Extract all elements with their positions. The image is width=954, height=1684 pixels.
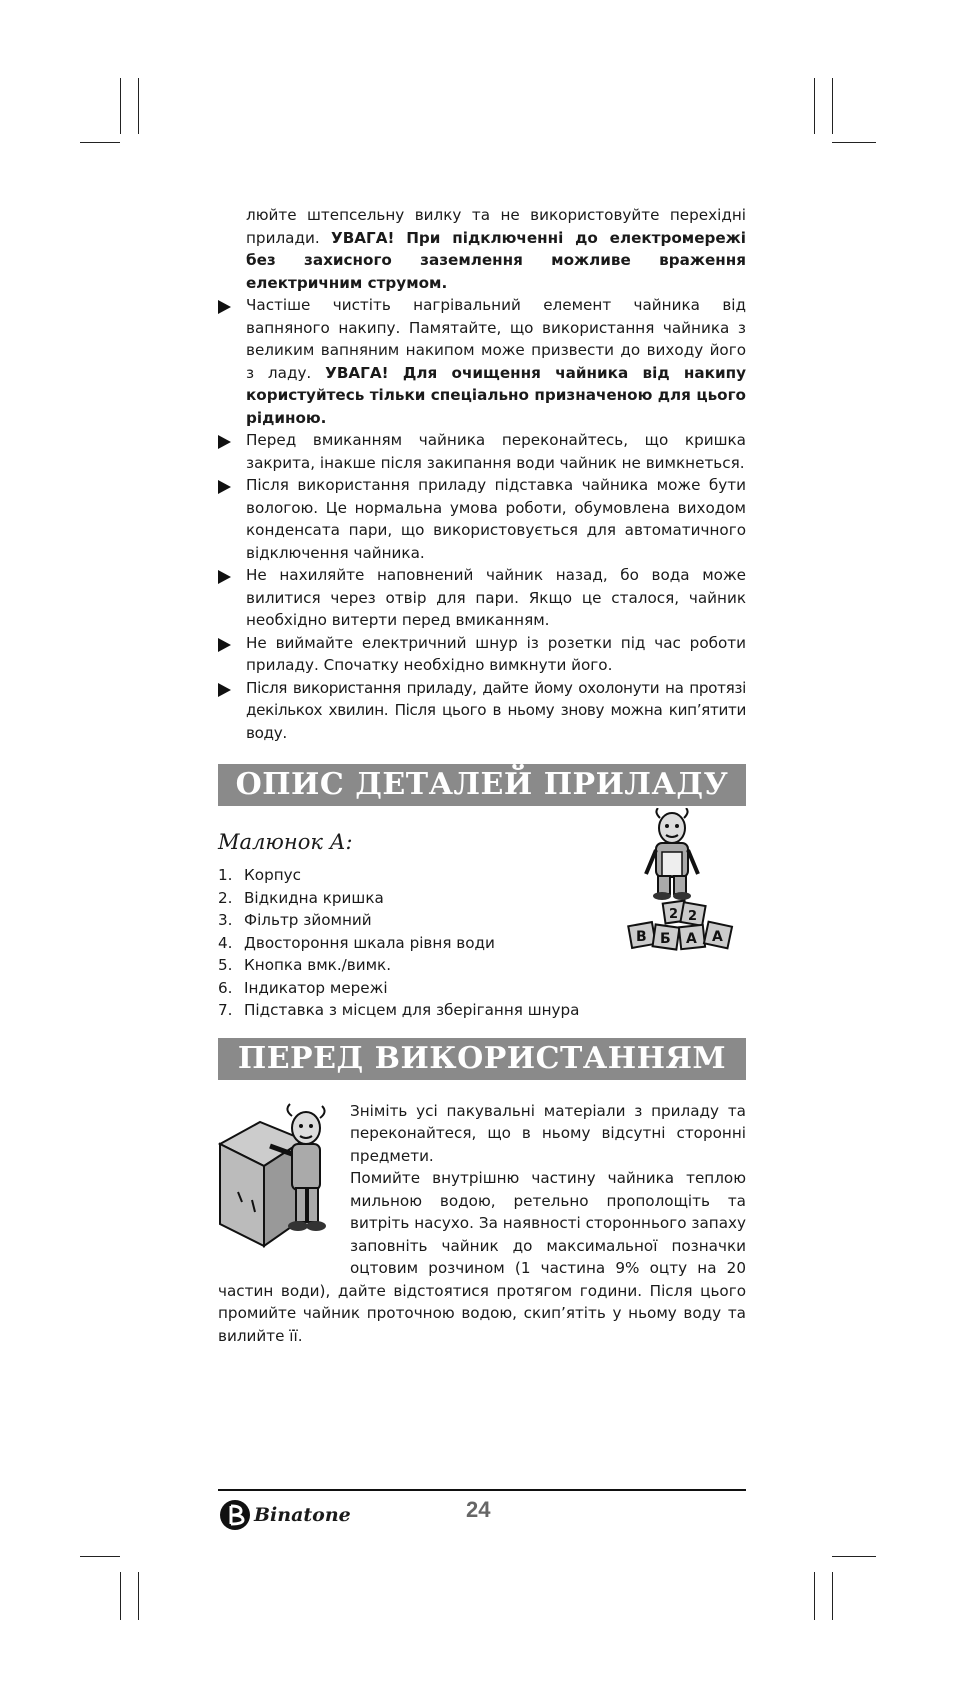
list-item <box>218 429 746 474</box>
arrow-bullet-icon <box>218 435 231 449</box>
list-item <box>218 999 746 1022</box>
part-label: Підставка з місцем для зберігання шнура <box>244 1001 580 1019</box>
cartoon-man-with-box-illustration <box>212 1100 340 1272</box>
list-item <box>218 474 746 564</box>
safety-list <box>218 294 746 744</box>
crop-mark <box>120 78 121 134</box>
before-use-paragraph-2: Помийте внутрішню частину чайника теплою мильною водою, ретельно прополощіть та витріть насухо. За наявності стороннього запаху заповніть чайник до максимальної позначки оцтовим розчином (1 частина 9% оцту на 20 частин води), дайте відстоятися протягом години. Після цього промийте чайник проточною водою, скип’ятіть у ньому воду та вилийте її. <box>218 1169 746 1345</box>
intro-paragraph <box>218 204 746 294</box>
page-content <box>218 204 746 1347</box>
part-label: Корпус <box>244 866 301 884</box>
part-label: Двостороння шкала рівня води <box>244 933 495 952</box>
crop-mark <box>138 1572 139 1620</box>
part-label: Відкидна кришка <box>244 888 384 907</box>
block-letter: В <box>636 929 647 945</box>
crop-mark <box>80 1556 120 1557</box>
list-item-warning: УВАГА! Для очищення чайника від накипу користуйтесь тільки спеціально призначеною для цього рідиною. <box>246 363 747 427</box>
crop-mark <box>80 142 120 143</box>
crop-mark <box>832 78 833 134</box>
page-number: 24 <box>466 1497 491 1522</box>
list-item <box>218 294 746 429</box>
part-label: Фільтр зйомний <box>244 911 372 929</box>
part-number: 3. <box>218 911 233 929</box>
arrow-bullet-icon <box>218 570 231 584</box>
section-heading-parts: ОПИС ДЕТАЛЕЙ ПРИЛАДУ <box>218 764 746 806</box>
block-letter: А <box>712 929 723 945</box>
crop-mark <box>832 1572 833 1620</box>
part-number: 5. <box>218 956 233 974</box>
section-heading-before-use: ПЕРЕД ВИКОРИСТАННЯМ <box>218 1038 746 1080</box>
cartoon-man-on-blocks-illustration <box>626 808 746 968</box>
block-letter: Б <box>660 931 671 947</box>
part-label: Індикатор мережі <box>244 978 388 997</box>
crop-mark <box>832 142 876 143</box>
part-number: 6. <box>218 978 233 997</box>
arrow-bullet-icon <box>218 638 231 652</box>
list-item <box>218 564 746 632</box>
block-letter: А <box>686 931 697 947</box>
list-item <box>218 977 746 1000</box>
brand-logo <box>218 1498 351 1532</box>
figure-title: Малюнок А: <box>218 830 353 854</box>
crop-mark <box>832 1556 876 1557</box>
arrow-bullet-icon <box>218 300 231 314</box>
list-item <box>218 677 746 745</box>
list-item-text: Не виймайте електричний шнур із розетки під час роботи приладу. Спочатку необхідно вимкнути його. <box>246 633 746 674</box>
crop-mark <box>138 78 139 134</box>
arrow-bullet-icon <box>218 480 231 494</box>
list-item-text: Частіше чистіть нагрівальний елемент чайника від вапняного накипу. Памятайте, що використання чайника з великим вапняним накипом може призвести до виходу його з ладу. <box>246 296 746 382</box>
crop-mark <box>814 1572 815 1620</box>
part-number: 2. <box>218 888 233 907</box>
arrow-bullet-icon <box>218 683 231 697</box>
parts-section <box>218 864 746 1022</box>
list-item-text: Не нахиляйте наповнений чайник назад, бо вода може вилитися через отвір для пари. Якщо це сталося, чайник необхідно витерти перед вмиканням. <box>246 566 746 629</box>
before-use-section <box>218 1100 746 1348</box>
footer-rule <box>218 1489 746 1491</box>
list-item-text: Після використання приладу підставка чайника може бути вологою. Це нормальна умова роботи, обумовлена виходом конденсата пари, що використовується для автоматичного відключення чайника. <box>246 476 746 562</box>
list-item <box>218 632 746 677</box>
intro-text: люйте штепсельну вилку та не використовуйте перехідні прилади. <box>246 206 746 247</box>
list-item-text: Перед вмиканням чайника переконайтесь, що кришка закрита, інакше після закипання води чайник не вимкнеться. <box>246 431 746 472</box>
list-item-text: Після використання приладу, дайте йому охолонути на протязі декількох хвилин. Після цього в ньому знову можна кип’ятити воду. <box>246 678 746 742</box>
crop-mark <box>120 1572 121 1620</box>
crop-mark <box>814 78 815 134</box>
part-number: 7. <box>218 1001 233 1019</box>
part-number: 4. <box>218 933 233 952</box>
binatone-logo-icon <box>218 1498 252 1532</box>
block-letter: 2 <box>669 907 679 922</box>
brand-name: Binatone <box>254 1504 351 1526</box>
part-number: 1. <box>218 866 233 884</box>
part-label: Кнопка вмк./вимк. <box>244 956 392 974</box>
block-letter: 2 <box>688 909 698 924</box>
intro-warning: УВАГА! При підключенні до електромережі без захисного заземлення можливе враження електричним струмом. <box>246 228 747 292</box>
before-use-paragraph-1: Зніміть усі пакувальні матеріали з приладу та переконайтеся, що в ньому відсутні сторонні предмети. <box>350 1101 746 1165</box>
